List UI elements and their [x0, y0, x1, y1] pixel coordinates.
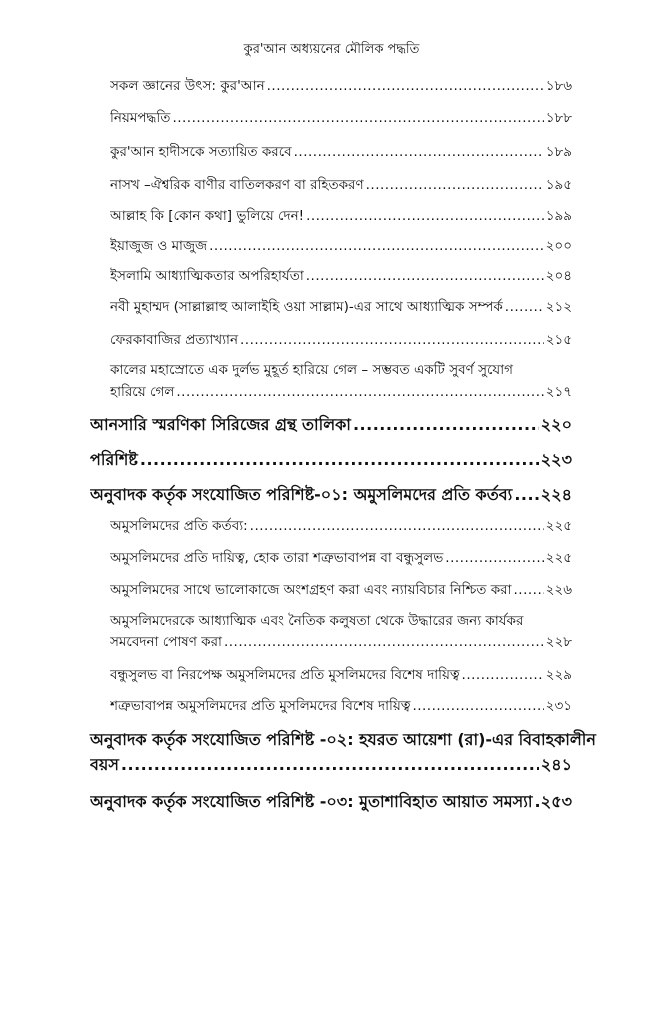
toc-entry[interactable]: [110, 548, 572, 568]
toc-entry-title: হারিয়ে গেল: [110, 384, 175, 400]
dot-leader: [366, 175, 544, 195]
dot-leader: [140, 448, 539, 472]
dot-leader: [462, 665, 544, 685]
dot-leader: [535, 790, 539, 814]
toc-entry[interactable]: [110, 516, 572, 536]
toc-entry-title: বন্ধুসুলভ বা নিরপেক্ষ অমুসলিমদের প্রতি মুসলিমদের বিশেষ দায়িত্ব: [110, 667, 460, 683]
toc-entry-page: ২২৯: [545, 667, 572, 683]
dot-leader: [505, 297, 544, 317]
toc-entry[interactable]: [110, 297, 572, 317]
toc-entry[interactable]: [110, 236, 572, 256]
toc-entry-title: আনসারি স্মরণিকা সিরিজের গ্রন্থ তালিকা: [90, 415, 351, 434]
toc-entry[interactable]: [110, 266, 572, 286]
toc-entry-title: নবী মুহাম্মদ (সাল্লাল্লাহু আলাইহি ওয়া সাল্লাম)-এর সাথে আধ্যাত্মিক সম্পর্ক: [110, 299, 503, 315]
dot-leader: [514, 483, 538, 507]
toc-entry-page: ২৪১: [540, 755, 572, 774]
toc-entry-line-1[interactable]: অমুসলিমদেরকে আধ্যাত্মিক এবং নৈতিক কলুষতা থেকে উদ্ধারের জন্য কার্যকর: [110, 613, 524, 629]
toc-entry-page: ২১৭: [545, 384, 572, 400]
dot-leader: [250, 516, 544, 536]
toc-entry-title: নিয়মপদ্ধতি: [110, 110, 171, 126]
dot-leader: [514, 580, 544, 600]
toc-chapter-entry[interactable]: [90, 448, 572, 472]
dot-leader: [294, 142, 544, 162]
toc-entry[interactable]: [110, 206, 572, 226]
toc-entry-page: ১৯৯: [545, 208, 572, 224]
dot-leader: [445, 548, 543, 568]
dot-leader: [306, 266, 544, 286]
toc-entry-page: ২২৬: [545, 582, 572, 598]
toc-entry[interactable]: [110, 580, 572, 600]
toc-entry-title: ইসলামি আধ্যাত্মিকতার অপরিহার্যতা: [110, 268, 304, 284]
toc-entry-title: অমুসলিমদের সাথে ভালোকাজে অংশগ্রহণ করা এবং ন্যায়বিচার নিশ্চিত করা: [110, 582, 512, 598]
toc-entry-page: ১৮৯: [545, 144, 572, 160]
toc-entry[interactable]: [110, 175, 572, 195]
dot-leader: [353, 413, 539, 437]
toc-entry[interactable]: [110, 696, 572, 716]
toc-chapter-entry-line-1[interactable]: অনুবাদক কর্তৃক সংযোজিত পরিশিষ্ট -০২: হযরত আয়েশা (রা)-এর বিবাহকালীন: [90, 730, 596, 749]
toc-entry-title: অমুসলিমদের প্রতি কর্তব্য:: [110, 518, 248, 534]
toc-entry-title: ইয়াজুজ ও মাজুজ: [110, 238, 208, 254]
toc-entry-page: ২৩১: [545, 698, 572, 714]
toc-entry[interactable]: [110, 665, 572, 685]
dot-leader: [240, 330, 544, 350]
toc-entry-page: ২২৪: [540, 485, 572, 504]
toc-entry-title: বয়স: [90, 755, 119, 774]
toc-entry-page: ১৮৬: [545, 78, 572, 94]
toc-entry-page: ১৮৮: [545, 110, 572, 126]
toc-entry-title: সমবেদনা পোষণ করা: [110, 634, 222, 650]
toc-entry-page: ১৯৫: [545, 177, 572, 193]
dot-leader: [172, 108, 543, 128]
toc-entry-title: শত্রুভাবাপন্ন অমুসলিমদের প্রতি মুসলিমদের বিশেষ দায়িত্ব: [110, 698, 411, 714]
toc-entry[interactable]: [110, 76, 572, 96]
toc-entry[interactable]: [110, 330, 572, 350]
toc-entry-page: ২২৫: [545, 518, 572, 534]
dot-leader: [176, 382, 543, 402]
toc-entry-title: সকল জ্ঞানের উৎস: কুর'আন: [110, 78, 265, 94]
toc-entry[interactable]: [110, 108, 572, 128]
toc-entry-title: অনুবাদক কর্তৃক সংযোজিত পরিশিষ্ট -০৩: মুতাশাবিহাত আয়াত সমস্যা: [90, 792, 533, 811]
toc-chapter-entry[interactable]: [90, 753, 572, 777]
toc-entry-page: ২২৮: [545, 634, 572, 650]
toc-entry-title: অনুবাদক কর্তৃক সংযোজিত পরিশিষ্ট-০১: অমুসলিমদের প্রতি কর্তব্য: [90, 485, 513, 504]
toc-entry-page: ২২৩: [540, 450, 572, 469]
dot-leader: [267, 76, 544, 96]
toc-entry-page: ২২০: [540, 415, 572, 434]
toc-entry-title: কুর'আন হাদীসকে সত্যায়িত করবে: [110, 144, 292, 160]
toc-entry-page: ২০৪: [545, 268, 572, 284]
dot-leader: [306, 206, 544, 226]
dot-leader: [224, 632, 544, 652]
toc-entry-page: ২১২: [545, 299, 572, 315]
toc-entry-line-1[interactable]: কালের মহাস্রোতে এক দুর্লভ মুহূর্ত হারিয়ে গেল – সম্ভবত একটি সুবর্ণ সুযোগ: [110, 362, 513, 378]
toc-entry-title: অমুসলিমদের প্রতি দায়িত্ব, হোক তারা শত্রুভাবাপন্ন বা বন্ধুসুলভ: [110, 550, 444, 566]
toc-entry[interactable]: [110, 632, 572, 652]
toc-entry-title: নাসখ –ঐশ্বরিক বাণীর বাতিলকরণ বা রহিতকরণ: [110, 177, 364, 193]
toc-entry[interactable]: [110, 382, 572, 402]
dot-leader: [412, 696, 543, 716]
toc-entry-page: ২১৫: [545, 332, 572, 348]
toc-entry-page: ২৫৩: [540, 792, 572, 811]
toc-entry[interactable]: [110, 142, 572, 162]
toc-entry-title: আল্লাহ কি [কোন কথা] ভুলিয়ে দেন!: [110, 208, 305, 224]
toc-entry-title: পরিশিষ্ট: [90, 450, 138, 469]
toc-chapter-entry[interactable]: [90, 483, 572, 507]
toc-entry-title: ফেরকাবাজির প্রত্যাখ্যান: [110, 332, 239, 348]
toc-chapter-entry[interactable]: [90, 413, 572, 437]
dot-leader: [209, 236, 544, 256]
toc-entry-page: ২২৫: [545, 550, 572, 566]
page-header: কুর'আন অধ্যয়নের মৌলিক পদ্ধতি: [243, 42, 420, 57]
toc-entry-page: ২০০: [545, 238, 572, 254]
toc-chapter-entry[interactable]: [90, 790, 572, 814]
dot-leader: [121, 753, 539, 777]
